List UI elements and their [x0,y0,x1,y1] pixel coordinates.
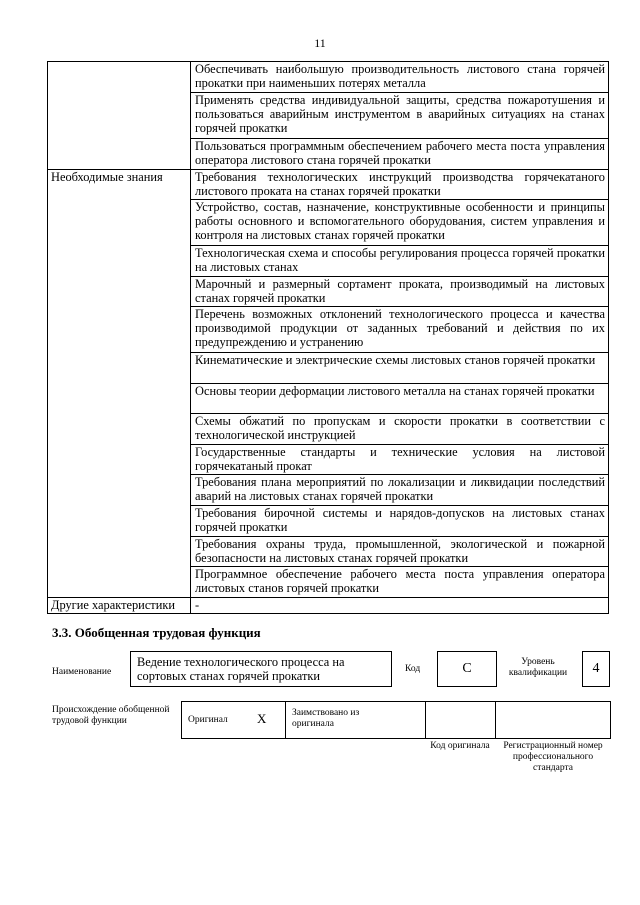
knowledge-cell: Кинематические и электрические схемы листовых станов горячей прокатки [191,353,609,384]
knowledge-cell: Требования бирочной системы и нарядов-допусков на листовых станах горячей прокатки [191,506,609,537]
knowledge-label: Необходимые знания [48,170,191,598]
name-value: Ведение технологического процесса на сортовых станах горячей прокатки [137,655,345,683]
section-title: 3.3. Обобщенная трудовая функция [52,625,261,640]
knowledge-cell: Государственные стандарты и технические условия на листовой горячекатаный прокат [191,445,609,475]
name-box [130,651,392,687]
code-value: C [437,651,497,687]
skill-cell: Пользоваться программным обеспечением рабочего места поста управления оператора листового стана горячей прокатки [191,139,609,170]
code-caption: Код оригинала [430,741,490,751]
knowledge-cell: Схемы обжатий по пропускам и скорости прокатки в соответствии с технологической инструкцией [191,414,609,445]
table-row [48,170,609,200]
original-mark: X [257,711,267,726]
divider [285,702,286,739]
other-value: - [191,598,609,614]
table-row [48,62,609,93]
table-row [48,598,609,614]
level-value: 4 [582,651,610,687]
knowledge-cell: Марочный и размерный сортамент проката, производимый на листовых станах горячей прокатки [191,277,609,307]
knowledge-cell: Требования технологических инструкций производства горячекатаного листового проката на станах горячей прокатки [191,170,609,200]
other-label: Другие характеристики [48,598,191,614]
original-label: Оригинал [188,715,228,725]
code-label: Код [405,664,421,674]
borrowed-label: Заимствовано из оригинала [292,708,360,729]
knowledge-cell: Основы теории деформации листового металла на станах горячей прокатки [191,384,609,414]
name-label: Наименование [52,667,112,677]
level-label: Уровень квалификации [508,657,568,678]
knowledge-cell: Технологическая схема и способы регулирования процесса горячей прокатки на листовых станах [191,246,609,277]
skills-label-cell [48,62,191,170]
knowledge-cell: Перечень возможных отклонений технологического процесса и качества производимой продукции от заданных требований и действия по их предупреждению и устранению [191,307,609,353]
knowledge-cell: Требования охраны труда, промышленной, экологической и пожарной безопасности на листовых станах горячей прокатки [191,537,609,567]
page-number: 11 [314,36,326,50]
reg-caption: Регистрационный номер профессионального стандарта [503,741,603,773]
knowledge-cell: Требования плана мероприятий по локализации и ликвидации последствий аварий на листовых станах горячей прокатки [191,475,609,506]
knowledge-cell: Программное обеспечение рабочего места поста управления оператора листовых станов горячей прокатки [191,567,609,598]
divider [425,702,426,739]
divider [495,702,496,739]
skill-cell: Применять средства индивидуальной защиты, средства пожаротушения и пользоваться аварийным инструментом в аварийных ситуациях на станах горячей прокатки [191,93,609,139]
knowledge-skills-table [47,61,609,614]
skill-cell: Обеспечивать наибольшую производительность листового стана горячей прокатки при наименьших потерях металла [191,62,609,93]
knowledge-cell: Устройство, состав, назначение, конструктивные особенности и принципы работы основного и вспомогательного оборудования, систем управления и контроля на листовых станах горячей прокатки [191,200,609,246]
origin-label: Происхождение обобщенной трудовой функции [52,705,170,726]
